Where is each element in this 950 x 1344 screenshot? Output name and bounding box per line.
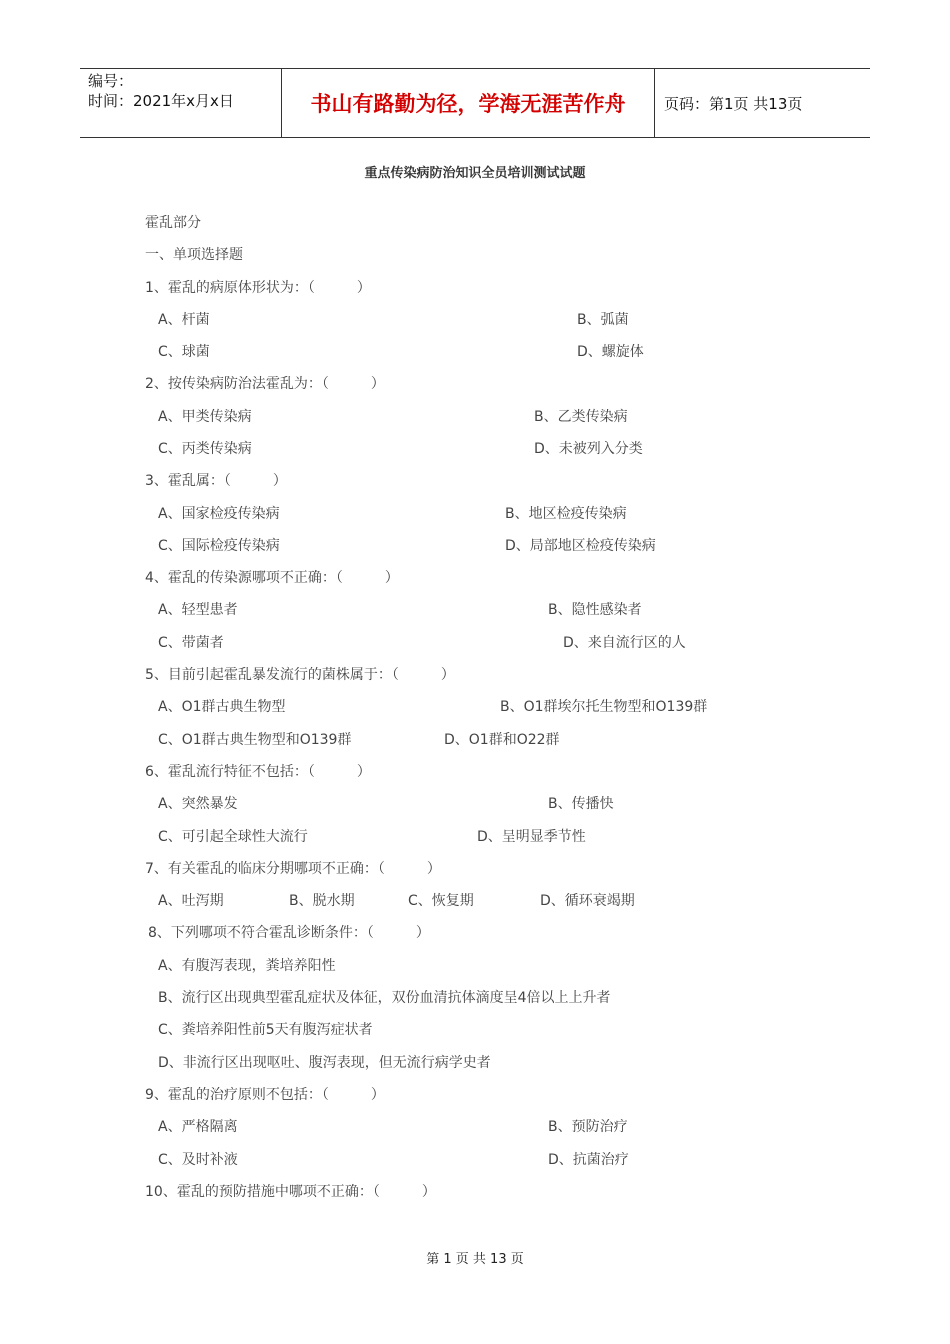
option-c: C、国际检疫传染病 (158, 538, 280, 554)
option-c: C、及时补液 (158, 1152, 238, 1168)
option-d: D、局部地区检疫传染病 (505, 538, 656, 554)
question-stem: 4、霍乱的传染源哪项不正确：（ ） (145, 570, 399, 586)
option-a: A、吐泻期 (158, 893, 224, 909)
option-a: A、国家检疫传染病 (158, 506, 280, 522)
option-b: B、乙类传染病 (534, 409, 628, 425)
option-b: B、隐性感染者 (548, 602, 642, 618)
section-heading: 霍乱部分 (145, 215, 201, 231)
option-c: C、可引起全球性大流行 (158, 829, 308, 845)
option-d: D、来自流行区的人 (563, 635, 686, 651)
option-d: D、螺旋体 (577, 344, 644, 360)
option-a: A、甲类传染病 (158, 409, 252, 425)
header-page-info: 页码：第1页 共13页 (664, 94, 803, 113)
question-stem: 7、有关霍乱的临床分期哪项不正确：（ ） (145, 861, 441, 877)
option-d: D、抗菌治疗 (548, 1152, 629, 1168)
option-a: A、有腹泻表现，粪培养阳性 (158, 958, 336, 974)
header-meta (88, 71, 278, 111)
date-label: 时间：2021年x月x日 (88, 92, 234, 110)
number-label: 编号： (88, 72, 134, 90)
subsection-heading: 一、单项选择题 (145, 247, 243, 263)
header-motto: 书山有路勤为径，学海无涯苦作舟 (310, 92, 626, 116)
option-a: A、严格隔离 (158, 1119, 238, 1135)
option-d: D、未被列入分类 (534, 441, 643, 457)
question-stem: 9、霍乱的治疗原则不包括：（ ） (145, 1087, 385, 1103)
question-stem: 1、霍乱的病原体形状为：（ ） (145, 280, 371, 296)
question-stem: 6、霍乱流行特征不包括：（ ） (145, 764, 371, 780)
page-footer: 第 1 页 共 13 页 (426, 1252, 524, 1267)
header-divider (654, 69, 655, 137)
option-c: C、恢复期 (408, 893, 474, 909)
option-b: B、流行区出现典型霍乱症状及体征，双份血清抗体滴度呈4倍以上上升者 (158, 990, 611, 1006)
option-d: D、非流行区出现呕吐、腹泻表现，但无流行病学史者 (158, 1055, 491, 1071)
option-a: A、轻型患者 (158, 602, 238, 618)
option-b: B、传播快 (548, 796, 614, 812)
option-a: A、O1群古典生物型 (158, 699, 286, 715)
option-c: C、带菌者 (158, 635, 224, 651)
option-b: B、脱水期 (289, 893, 355, 909)
option-b: B、弧菌 (577, 312, 629, 328)
question-stem: 10、霍乱的预防措施中哪项不正确：（ ） (145, 1184, 436, 1200)
question-stem: 8、下列哪项不符合霍乱诊断条件：（ ） (148, 925, 430, 941)
option-c: C、球菌 (158, 344, 210, 360)
option-c: C、丙类传染病 (158, 441, 252, 457)
document-title: 重点传染病防治知识全员培训测试试题 (364, 166, 586, 181)
option-d: D、呈明显季节性 (477, 829, 586, 845)
option-b: B、地区检疫传染病 (505, 506, 627, 522)
option-d: D、循环衰竭期 (540, 893, 635, 909)
option-b: B、预防治疗 (548, 1119, 628, 1135)
question-stem: 3、霍乱属：（ ） (145, 473, 287, 489)
option-c: C、O1群古典生物型和O139群 (158, 732, 352, 748)
question-stem: 5、目前引起霍乱暴发流行的菌株属于：（ ） (145, 667, 455, 683)
document-header (80, 68, 870, 138)
option-d: D、O1群和O22群 (444, 732, 560, 748)
option-a: A、突然暴发 (158, 796, 238, 812)
option-c: C、粪培养阳性前5天有腹泻症状者 (158, 1022, 373, 1038)
option-b: B、O1群埃尔托生物型和O139群 (500, 699, 708, 715)
option-a: A、杆菌 (158, 312, 210, 328)
question-stem: 2、按传染病防治法霍乱为：（ ） (145, 376, 385, 392)
